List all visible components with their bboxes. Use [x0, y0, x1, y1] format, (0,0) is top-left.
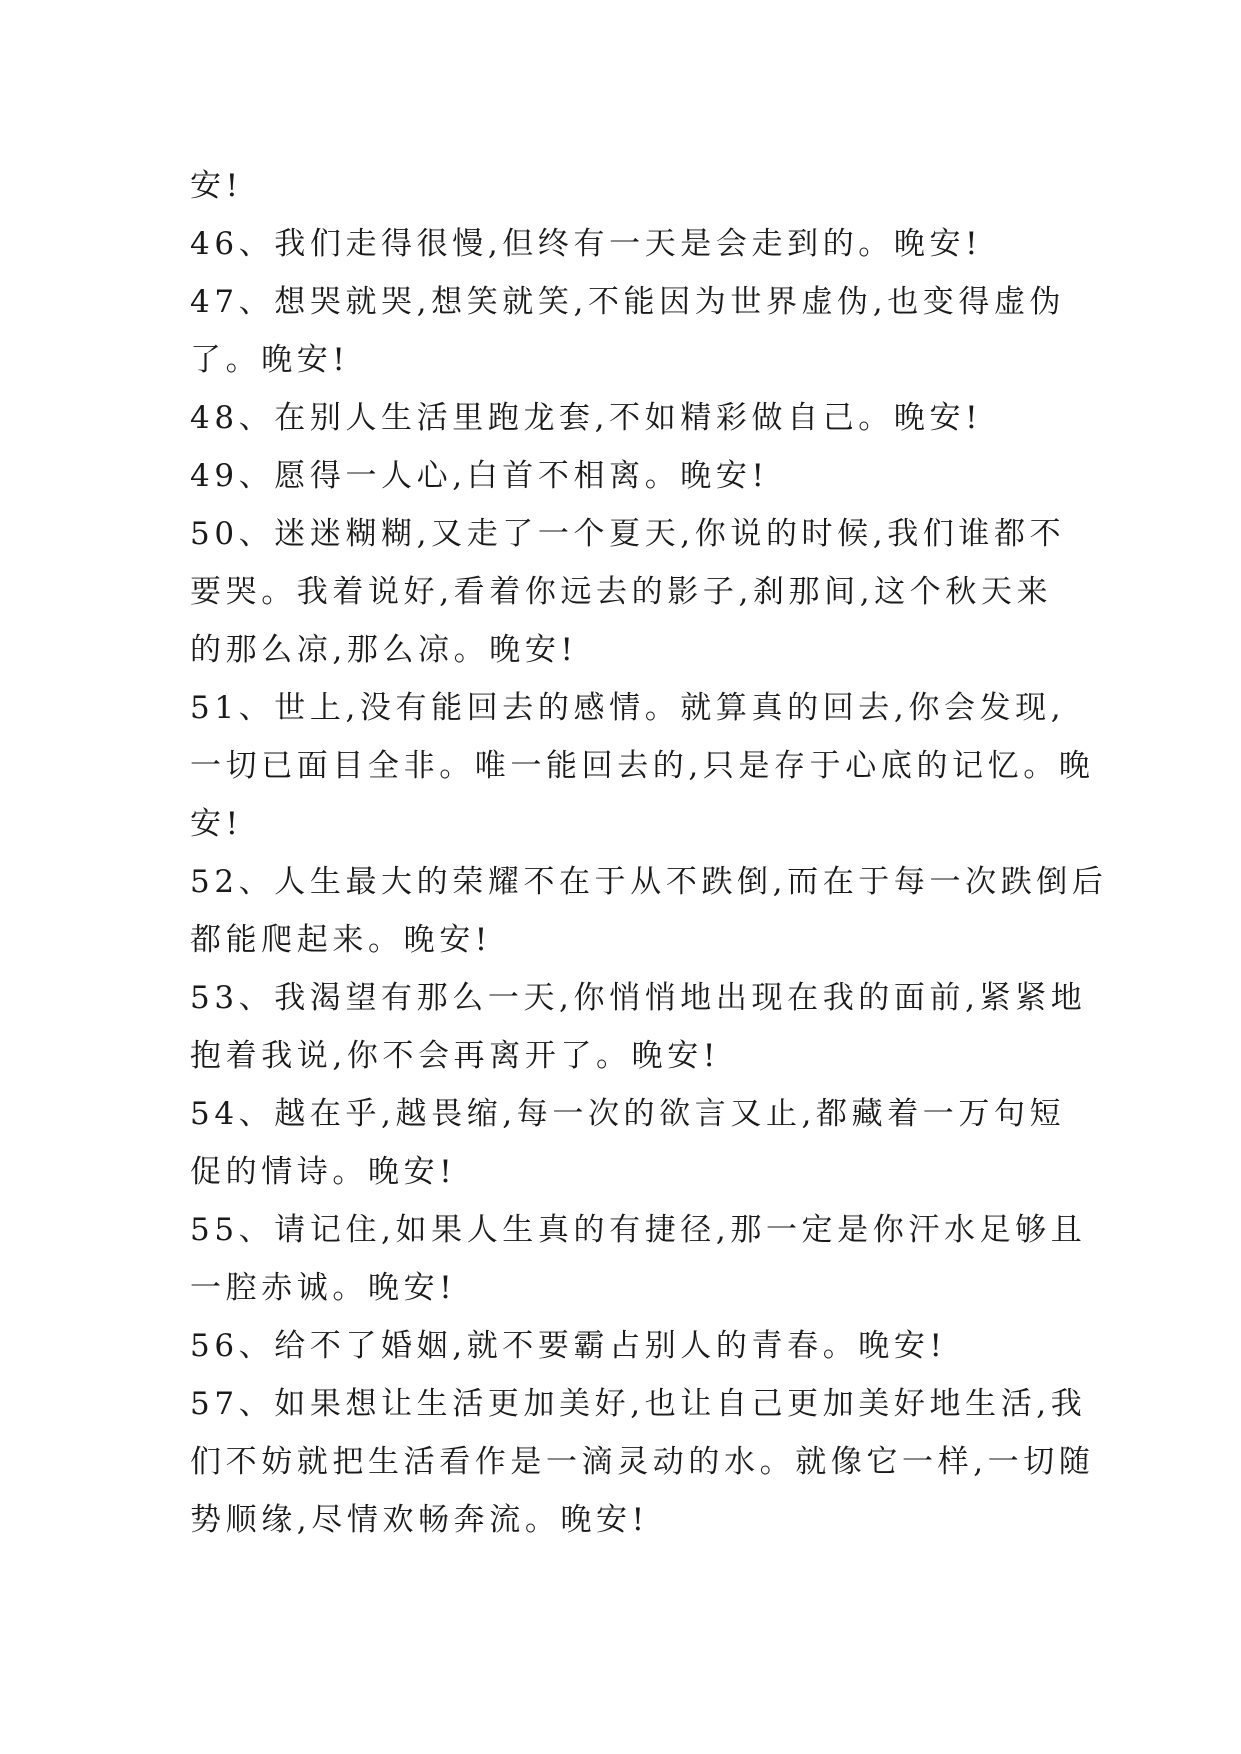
text-line: 53、我渴望有那么一天,你悄悄地出现在我的面前,紧紧地 [190, 980, 1087, 1016]
text-line: 47、想哭就哭,想笑就笑,不能因为世界虚伪,也变得虚伪 [190, 284, 1066, 320]
text-line: 50、迷迷糊糊,又走了一个夏天,你说的时候,我们谁都不 [190, 516, 1066, 552]
text-line: 46、我们走得很慢,但终有一天是会走到的。晚安! [190, 226, 983, 262]
text-line: 了。晚安! [190, 342, 350, 378]
text-line: 势顺缘,尽情欢畅奔流。晚安! [190, 1502, 649, 1538]
text-line: 52、人生最大的荣耀不在于从不跌倒,而在于每一次跌倒后 [190, 864, 1108, 900]
text-line: 要哭。我着说好,看着你远去的影子,刹那间,这个秋天来 [190, 574, 1053, 610]
text-line: 们不妨就把生活看作是一滴灵动的水。就像它一样,一切随 [190, 1444, 1095, 1480]
text-line: 都能爬起来。晚安! [190, 922, 492, 958]
text-line: 55、请记住,如果人生真的有捷径,那一定是你汗水足够且 [190, 1212, 1087, 1248]
text-line: 49、愿得一人心,白首不相离。晚安! [190, 458, 769, 494]
text-line: 一腔赤诚。晚安! [190, 1270, 457, 1306]
text-line: 抱着我说,你不会再离开了。晚安! [190, 1038, 720, 1074]
text-line: 57、如果想让生活更加美好,也让自己更加美好地生活,我 [190, 1386, 1087, 1422]
text-line: 安! [190, 806, 243, 842]
text-line: 51、世上,没有能回去的感情。就算真的回去,你会发现, [190, 690, 1066, 726]
text-line: 48、在别人生活里跑龙套,不如精彩做自己。晚安! [190, 400, 983, 436]
text-line: 安! [190, 168, 243, 204]
document-body [190, 157, 1108, 1549]
text-line: 的那么凉,那么凉。晚安! [190, 632, 578, 668]
text-line: 54、越在乎,越畏缩,每一次的欲言又止,都藏着一万句短 [190, 1096, 1066, 1132]
text-line: 56、给不了婚姻,就不要霸占别人的青春。晚安! [190, 1328, 947, 1364]
text-line: 一切已面目全非。唯一能回去的,只是存于心底的记忆。晚 [190, 748, 1095, 784]
text-line: 促的情诗。晚安! [190, 1154, 457, 1190]
